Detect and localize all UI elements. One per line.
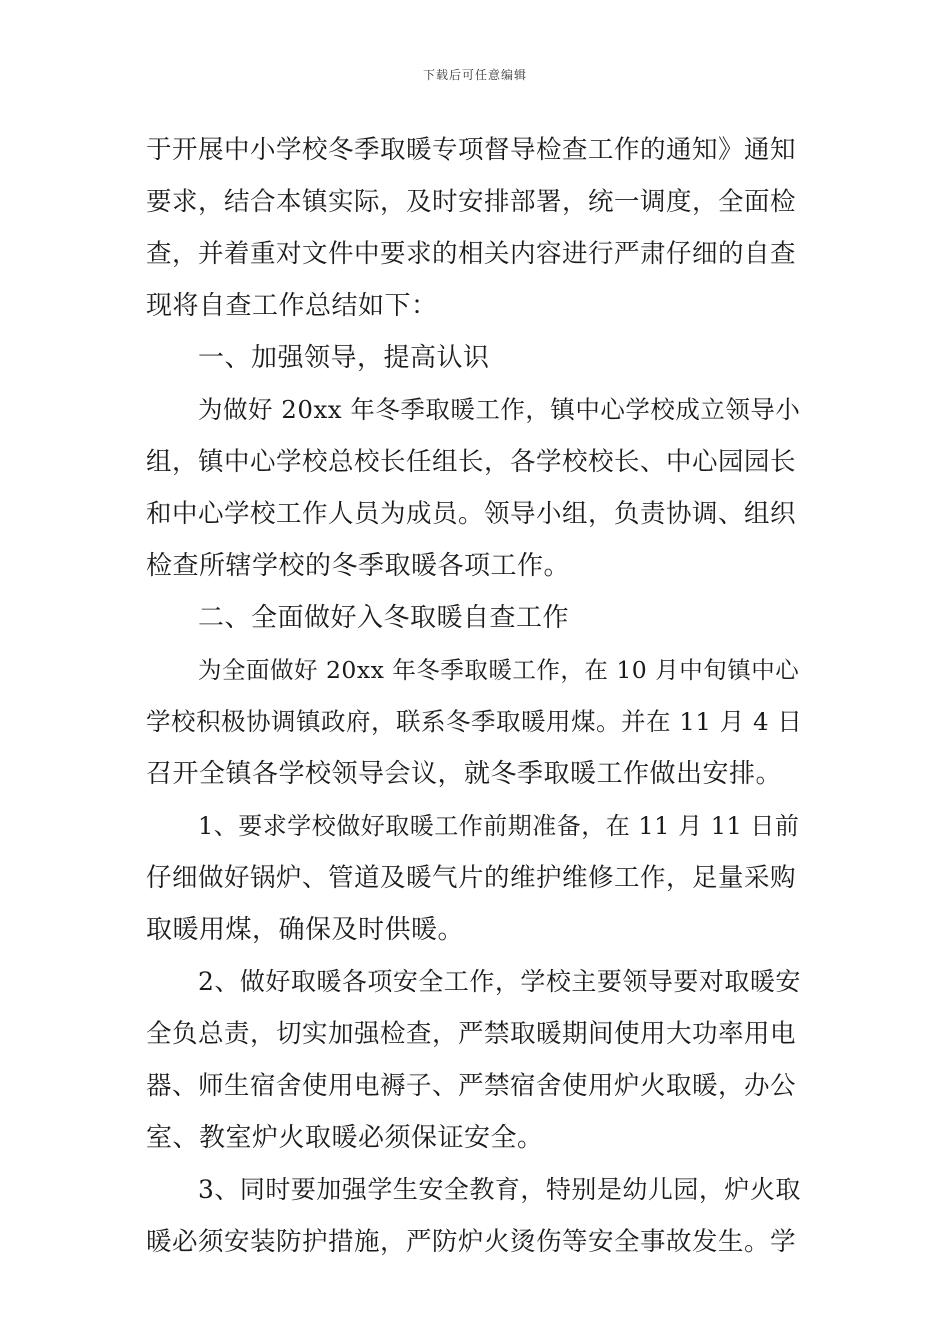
body-line: 检查所辖学校的冬季取暖各项工作。 (146, 551, 571, 581)
body-line: 和中心学校工作人员为成员。领导小组，负责协调、组织 (146, 499, 797, 529)
body-line: 召开全镇各学校领导会议，就冬季取暖工作做出安排。 (146, 759, 783, 789)
body-line: 组，镇中心学校总校长任组长，各学校校长、中心园园长 (146, 447, 797, 477)
body-line: 查，并着重对文件中要求的相关内容进行严肃仔细的自查 (146, 239, 797, 269)
body-line: 为做好 20xx 年冬季取暖工作，镇中心学校成立领导小 (198, 395, 801, 424)
body-line: 器、师生宿舍使用电褥子、严禁宿舍使用炉火取暖，办公 (146, 1071, 797, 1101)
list-item-2: 2、做好取暖各项安全工作，学校主要领导要对取暖安 (198, 967, 801, 996)
section-heading-2: 二、全面做好入冬取暖自查工作 (198, 603, 570, 633)
body-line: 要求，结合本镇实际，及时安排部署，统一调度，全面检 (146, 187, 797, 217)
document-body (146, 124, 806, 1268)
body-line: 仔细做好锅炉、管道及暖气片的维护维修工作，足量采购 (146, 863, 797, 893)
section-heading-1: 一、加强领导，提高认识 (198, 343, 490, 373)
body-line: 取暖用煤，确保及时供暖。 (146, 915, 465, 945)
body-line: 室、教室炉火取暖必须保证安全。 (146, 1123, 544, 1153)
page-header-note: 下载后可任意编辑 (422, 68, 527, 82)
body-line: 为全面做好 20xx 年冬季取暖工作，在 10 月中旬镇中心 (198, 656, 800, 684)
body-line: 学校积极协调镇政府，联系冬季取暖用煤。并在 11 月 4 日 (146, 707, 803, 736)
list-item-3: 3、同时要加强学生安全教育，特别是幼儿园，炉火取 (198, 1175, 801, 1204)
list-item-1: 1、要求学校做好取暖工作前期准备，在 11 月 11 日前 (198, 812, 800, 840)
body-line: 暖必须安装防护措施，严防炉火烫伤等安全事故发生。学 (146, 1227, 797, 1257)
body-line: 于开展中小学校冬季取暖专项督导检查工作的通知》通知 (146, 135, 797, 165)
body-line: 现将自查工作总结如下： (146, 291, 438, 321)
body-line: 全负总责，切实加强检查，严禁取暖期间使用大功率用电 (146, 1019, 797, 1049)
